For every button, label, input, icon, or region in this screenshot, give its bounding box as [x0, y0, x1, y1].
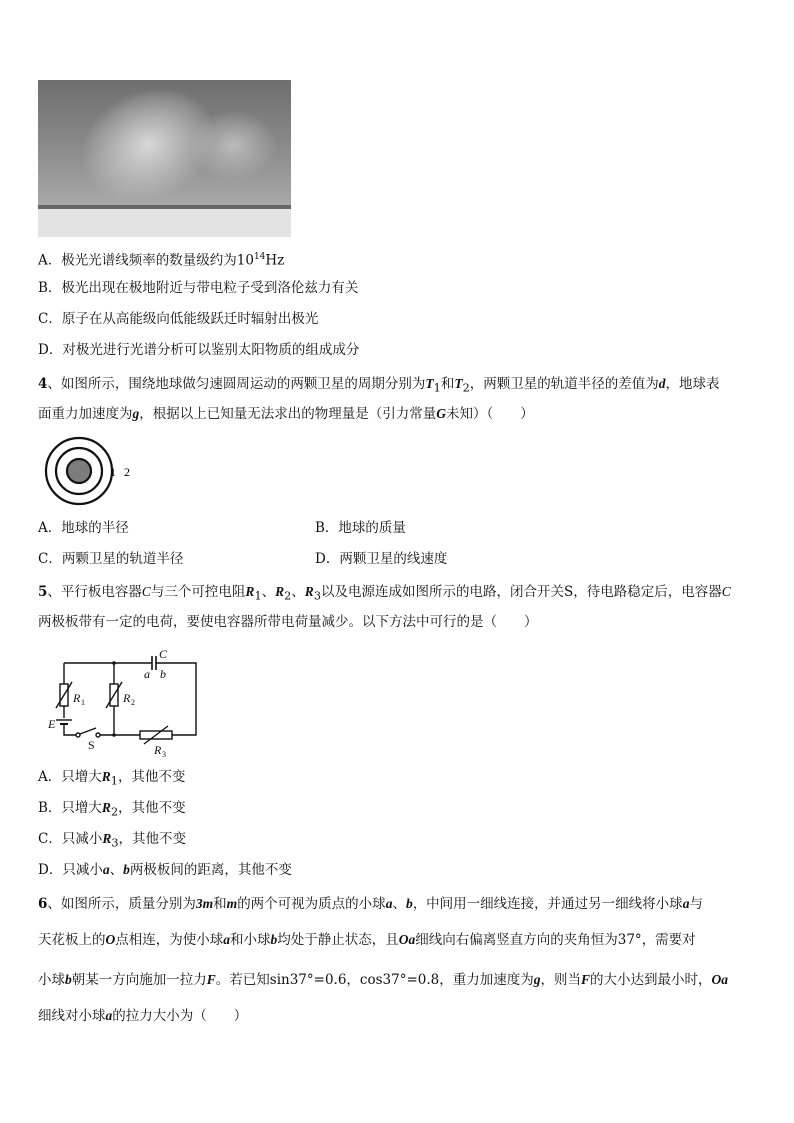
unit: Hz — [265, 252, 285, 269]
text: 细线向右偏离竖直方向的夹角恒为 — [415, 932, 618, 948]
sub: 3 — [313, 589, 321, 603]
wire-battery — [64, 724, 76, 735]
var: T — [425, 376, 434, 391]
text: 和小球 — [230, 932, 271, 948]
capacitor — [152, 656, 156, 670]
text: =0.8，重力加速度为 — [406, 972, 534, 988]
label-r3: R — [154, 743, 162, 757]
formula: cos37° — [359, 972, 407, 988]
junction — [112, 661, 116, 665]
q5-option-d — [38, 860, 292, 880]
orbit-label-2: 2 — [124, 465, 130, 479]
earth — [67, 459, 91, 483]
var: a — [385, 896, 393, 911]
q4-option-c: C．两颗卫星的轨道半径 — [38, 551, 184, 567]
angle: 37° — [617, 932, 642, 948]
q5-option-b — [38, 798, 186, 823]
text: ，待电路稳定后，电容器 — [573, 584, 722, 600]
var: b — [405, 896, 413, 911]
text: ，其他不变 — [118, 831, 187, 847]
var: G — [436, 406, 446, 421]
text: 、平行板电容器 — [47, 584, 142, 600]
text: 点相连，为使小球 — [115, 932, 224, 948]
text: 面重力加速度为 — [38, 406, 133, 422]
label-c: C — [159, 647, 168, 661]
sub: 2 — [462, 381, 470, 395]
q5-stem-line1 — [38, 582, 731, 607]
var: C — [721, 584, 731, 599]
text: ，中间用一细线连接，并通过另一细线将小球 — [412, 896, 683, 912]
sub: 1 — [433, 381, 441, 395]
label-r1: R — [73, 691, 81, 705]
text: 与 — [689, 896, 703, 912]
sub: 2 — [110, 805, 119, 819]
text: ，需要对 — [641, 932, 696, 948]
text: ，根据以上已知量无法求出的物理量是（引力常量 — [139, 406, 437, 422]
r1-arrow — [56, 682, 72, 708]
junction — [112, 733, 116, 737]
switch-contact-2 — [96, 733, 100, 737]
text: ，则当 — [540, 972, 581, 988]
text: 、 — [291, 584, 305, 600]
q3-option-a-text: A．极光光谱线频率的数量级约为10 — [38, 252, 254, 269]
text: 细线对小球 — [38, 1008, 106, 1024]
var: O — [105, 932, 116, 947]
snow-ground — [38, 209, 291, 237]
var: b — [270, 932, 278, 947]
q3-option-d: D．对极光进行光谱分析可以鉴别太阳物质的组成成分 — [38, 342, 360, 358]
aurora-photo — [38, 80, 291, 237]
var: a — [105, 1008, 113, 1023]
switch-contact — [76, 733, 80, 737]
var: R — [275, 584, 285, 599]
text: 的拉力大小为（ ） — [112, 1008, 248, 1024]
q3-option-c: C．原子在从高能级向低能级跃迁时辐射出极光 — [38, 311, 319, 327]
var: Oa — [398, 932, 416, 947]
var: 3m — [195, 896, 214, 911]
var: R — [101, 800, 111, 815]
switch-lever — [80, 728, 96, 734]
q6-stem-line2 — [38, 930, 696, 950]
var: F — [206, 972, 216, 987]
q4-stem-line1 — [38, 374, 720, 399]
text: 两极板间的距离，其他不变 — [129, 862, 292, 878]
text: 以及电源连成如图所示的电路，闭合开关 — [320, 584, 564, 600]
var: R — [304, 584, 314, 599]
question-number: 6 — [38, 896, 48, 912]
var: T — [454, 376, 463, 391]
text: 、 — [261, 584, 276, 600]
q6-stem-line3 — [38, 970, 728, 990]
var: b — [65, 972, 72, 987]
var: R — [101, 769, 111, 784]
var: b — [123, 862, 130, 877]
text: 的两个可视为质点的小球 — [237, 896, 386, 912]
q4-option-b: B．地球的质量 — [315, 520, 406, 536]
sub: 1 — [110, 774, 118, 788]
var: g — [132, 406, 140, 421]
aurora-glow-secondary — [188, 110, 278, 180]
var: R — [102, 831, 112, 846]
exponent: 14 — [253, 252, 266, 262]
q6-stem-line1 — [38, 894, 703, 914]
question-number: 4 — [38, 376, 48, 392]
var: a — [223, 932, 230, 947]
q4-option-d: D．两颗卫星的线速度 — [315, 551, 448, 567]
text: B．只增大 — [38, 800, 102, 816]
r3-arrow — [144, 726, 168, 744]
label-r3-sub: 3 — [162, 750, 166, 759]
text: 和 — [440, 376, 455, 392]
text: =0.6， — [313, 972, 360, 988]
text: A．只增大 — [38, 769, 102, 785]
text: 朝某一方向施加一拉力 — [71, 972, 207, 988]
var: C — [141, 584, 151, 599]
label-a: a — [144, 667, 150, 681]
text: 未知）（ ） — [446, 406, 534, 422]
sub: 2 — [284, 589, 292, 603]
label-e: E — [48, 717, 56, 731]
var: S — [563, 584, 574, 600]
label-r1-sub: 1 — [81, 698, 85, 707]
text: 均处于静止状态，且 — [277, 932, 399, 948]
q6-stem-line4 — [38, 1006, 247, 1026]
var: F — [581, 972, 591, 987]
q3-option-a — [38, 247, 284, 271]
q3-option-b: B．极光出现在极地附近与带电粒子受到洛伦兹力有关 — [38, 280, 359, 296]
orbit-label-1: 1 — [110, 465, 116, 479]
var: g — [533, 972, 541, 987]
var: a — [682, 896, 690, 911]
label-b: b — [160, 667, 166, 681]
text: 、 — [392, 896, 406, 912]
text: 天花板上的 — [38, 932, 106, 948]
text: ，地球表 — [665, 376, 720, 392]
sub: 3 — [111, 836, 119, 850]
var: d — [658, 376, 666, 391]
label-s: S — [88, 738, 95, 752]
text: 和 — [213, 896, 227, 912]
q5-option-a — [38, 767, 185, 792]
text: 的大小达到最小时， — [590, 972, 712, 988]
q5-option-c — [38, 829, 186, 854]
text: 、如图所示，质量分别为 — [47, 896, 196, 912]
r2-arrow — [106, 682, 122, 708]
q4-option-a: A．地球的半径 — [38, 520, 129, 536]
text: 与三个可控电阻 — [150, 584, 246, 600]
text: D．只减小 — [38, 862, 103, 878]
text: 。若已知 — [215, 972, 270, 988]
text: ，其他不变 — [117, 769, 186, 785]
label-r2: R — [123, 691, 131, 705]
sub: 1 — [254, 589, 262, 603]
q5-stem-line2: 两极板带有一定的电荷，要使电容器所带电荷量减少。以下方法中可行的是（ ） — [38, 614, 538, 630]
label-r2-sub: 2 — [131, 698, 135, 707]
q4-stem-line2 — [38, 404, 534, 424]
var: Oa — [711, 972, 729, 987]
question-number: 5 — [38, 584, 48, 600]
var: a — [102, 862, 110, 877]
text: C．只减小 — [38, 831, 103, 847]
formula: sin37° — [269, 972, 314, 988]
text: ，两颗卫星的轨道半径的差值为 — [469, 376, 659, 392]
orbit-diagram — [38, 436, 138, 508]
text: 、 — [109, 862, 124, 878]
circuit-diagram — [44, 646, 204, 760]
text: ，其他不变 — [118, 800, 186, 816]
var: R — [245, 584, 255, 599]
var: m — [226, 896, 238, 911]
text: 、如图所示，围绕地球做匀速圆周运动的两颗卫星的周期分别为 — [47, 376, 426, 392]
text: 小球 — [38, 972, 65, 988]
